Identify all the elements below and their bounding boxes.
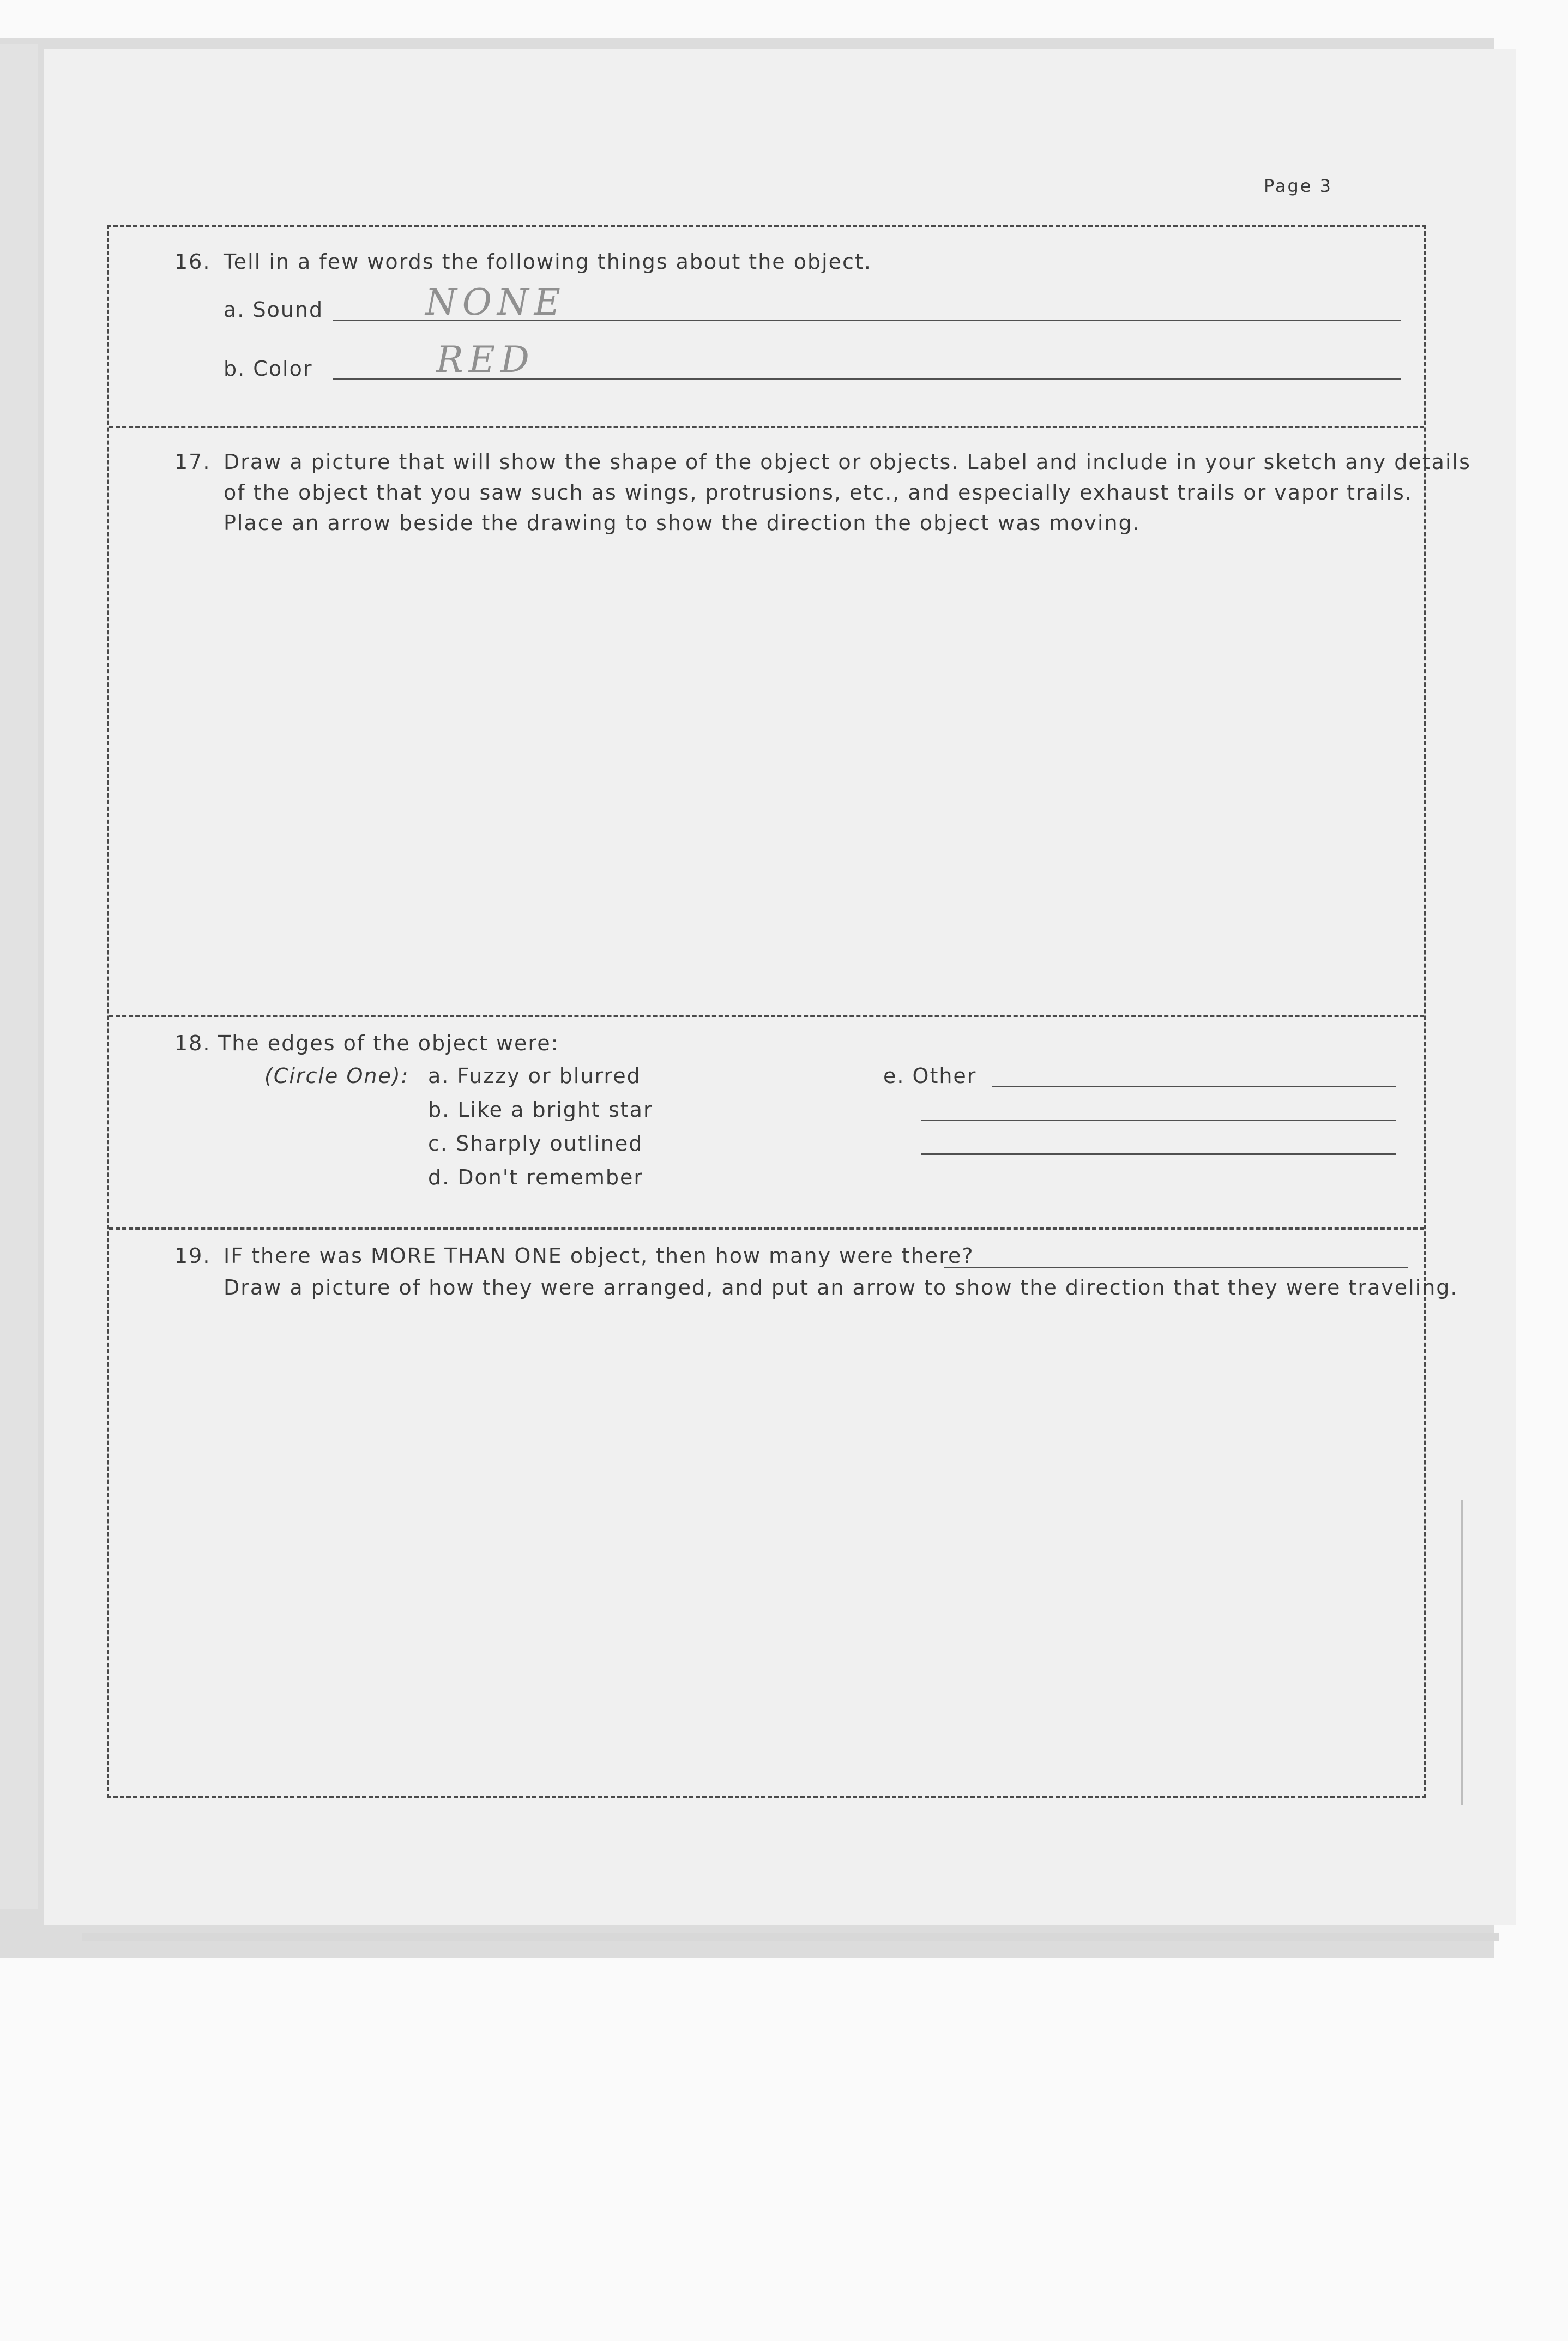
questionnaire-form	[107, 225, 1471, 1798]
sound-label: a. Sound	[224, 298, 324, 322]
scan-artifact-line	[1461, 1500, 1463, 1805]
option-c[interactable]: c. Sharply outlined	[428, 1132, 643, 1156]
q17-line-2: of the object that you saw such as wings, protrusions, etc., and especially exhaust trails or vapor trails.	[224, 480, 1413, 504]
q19-line-2: Draw a picture of how they were arranged, and put an arrow to show the direction that they were traveling.	[224, 1275, 1458, 1299]
question-17	[109, 426, 1471, 1015]
q17-line-1: Draw a picture that will show the shape of the object or objects. Label and include in your sketch any details	[224, 450, 1471, 474]
q19-number: 19.	[174, 1244, 211, 1268]
q18-prompt: The edges of the object were:	[218, 1031, 559, 1055]
color-answer: RED	[436, 339, 535, 381]
option-d[interactable]: d. Don't remember	[428, 1165, 643, 1189]
q19-line-1: IF there was MORE THAN ONE object, then how many were there?	[224, 1244, 974, 1268]
q17-number: 17.	[174, 450, 211, 474]
other-answer-line-3[interactable]	[921, 1153, 1396, 1155]
option-a[interactable]: a. Fuzzy or blurred	[428, 1064, 641, 1088]
q16-number: 16.	[174, 250, 211, 274]
other-answer-line-1[interactable]	[992, 1086, 1396, 1087]
sound-answer: NONE	[425, 281, 566, 323]
object-count-answer-line[interactable]	[944, 1267, 1408, 1268]
q17-drawing-area[interactable]	[131, 557, 1401, 993]
paper-bottom-edge	[82, 1933, 1499, 1941]
q16-prompt: Tell in a few words the following things about the object.	[224, 250, 872, 274]
color-label: b. Color	[224, 357, 313, 381]
question-16	[109, 227, 1424, 426]
option-e-other[interactable]: e. Other	[883, 1064, 977, 1088]
circle-one-instruction: (Circle One):	[264, 1064, 409, 1088]
q17-line-3: Place an arrow beside the drawing to show the direction the object was moving.	[224, 511, 1141, 535]
question-18	[109, 1015, 1424, 1227]
other-answer-line-2[interactable]	[921, 1120, 1396, 1121]
question-19	[109, 1227, 1458, 1800]
scan-left-edge	[0, 44, 38, 1909]
q19-drawing-area[interactable]	[131, 1320, 1401, 1778]
q18-number: 18.	[174, 1031, 211, 1055]
option-b[interactable]: b. Like a bright star	[428, 1098, 653, 1122]
page-number: Page 3	[1264, 176, 1332, 196]
